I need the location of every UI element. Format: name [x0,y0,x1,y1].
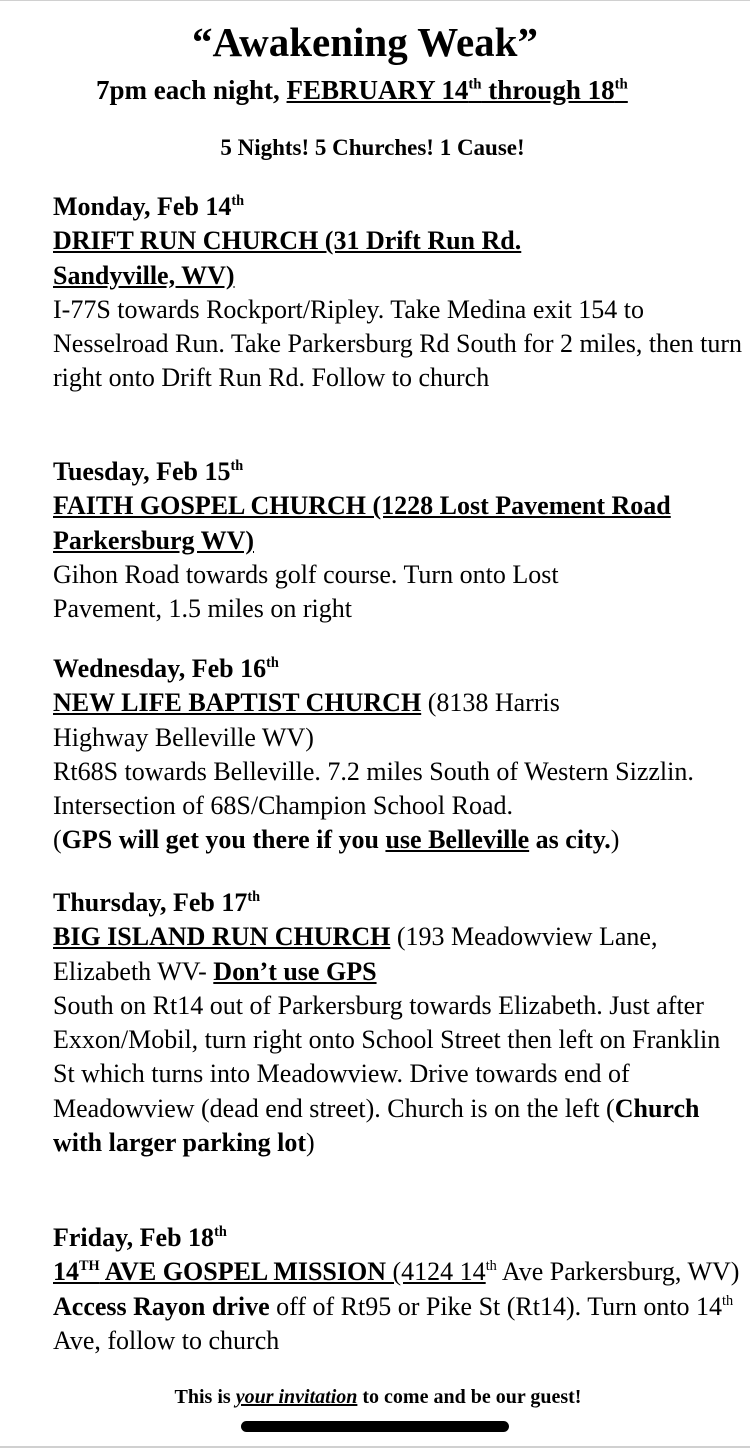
church-line [53,686,653,755]
event-day: Tuesday, Feb 15th [53,457,244,486]
event-monday [53,190,743,396]
church-name: BIG ISLAND RUN CHURCH [53,922,391,952]
church-line [53,1255,743,1358]
top-border [0,0,750,1]
church-line [53,920,693,989]
page-title: “Awakening Weak” [192,19,538,65]
invitation-emphasis: your invitation [235,1386,358,1408]
church-name: 14TH AVE GOSPEL MISSION [53,1257,393,1287]
church-address: (193 Meadowview Lane, Elizabeth WV- [53,922,658,986]
gps-note: (GPS will get you there if you use Belleville as city.) [53,825,620,855]
event-thursday [53,886,743,1160]
church-name: DRIFT RUN CHURCH (31 Drift Run Rd. Sandyville, WV) [53,226,522,290]
event-day: Thursday, Feb 17th [53,888,261,917]
event-friday [53,1221,743,1358]
directions: off of Rt95 or Pike St (Rt14). Turn onto 14th Ave, follow to church [53,1291,734,1355]
event-day: Monday, Feb 14th [53,192,245,221]
directions: I-77S towards Rockport/Ripley. Take Medina exit 154 to Nesselroad Run. Take Parkersburg Rd South for 2 miles, then turn right onto Drift Run Rd. Follow to church [53,294,743,393]
church-name: NEW LIFE BAPTIST CHURCH [53,688,422,718]
church-name: FAITH GOSPEL CHURCH (1228 Lost Pavement Road Parkersburg WV) [53,491,671,555]
directions: South on Rt14 out of Parkersburg towards Elizabeth. Just after Exxon/Mobil, turn right onto School Street then left on Franklin St which turns into Meadowview. Drive towards end of Meadowview (dead end street). Church is on the left (Church with larger parking lot) [53,990,721,1158]
church-address: (8138 Harris Highway Belleville WV) [53,688,560,752]
directions: Rt68S towards Belleville. 7.2 miles South of Western Sizzlin. Intersection of 68S/Champion School Road. [53,756,694,821]
event-tuesday [53,455,743,626]
schedule-subtitle [96,70,628,110]
subtitle-dates: FEBRUARY 14th through 18th [286,75,628,105]
subtitle-prefix: 7pm each night, [96,75,287,105]
event-day: Friday, Feb 18th [53,1223,227,1252]
invitation-footer: This is your invitation to come and be our guest! [174,1386,582,1408]
directions: Gihon Road towards golf course. Turn onto Lost Pavement, 1.5 miles on right [53,559,559,624]
gps-warning: Don’t use GPS [213,956,377,986]
home-indicator[interactable] [241,1421,509,1432]
event-wednesday [53,652,743,858]
tagline: 5 Nights! 5 Churches! 1 Cause! [220,135,525,160]
event-day: Wednesday, Feb 16th [53,654,279,683]
access-note: Access Rayon drive [53,1291,270,1321]
church-address: (4124 14th Ave Parkersburg, WV) [392,1257,740,1287]
